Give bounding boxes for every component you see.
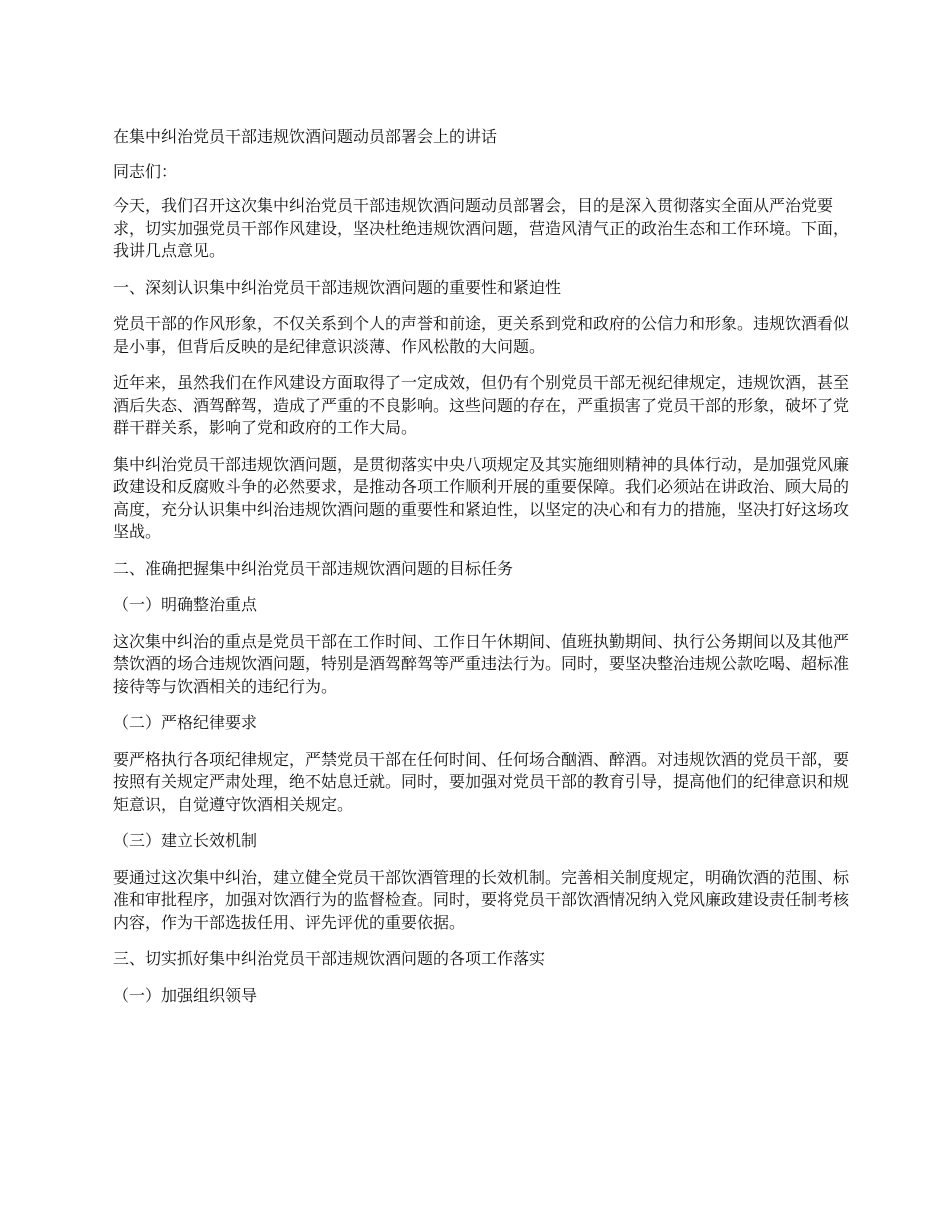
subsection-heading: （三）建立长效机制: [113, 831, 258, 850]
paragraph: 近年来，虽然我们在作风建设方面取得了一定成效，但仍有个别党员干部无视纪律规定，违规饮酒，甚至酒后失态、酒驾醉驾，造成了严重的不良影响。这些问题的存在，严重损害了党员干部的形象，破坏了党群干群关系，影响了党和政府的工作大局。: [113, 373, 850, 437]
paragraph: 要通过这次集中纠治，建立健全党员干部饮酒管理的长效机制。完善相关制度规定，明确饮酒的范围、标准和审批程序，加强对饮酒行为的监督检查。同时，要将党员干部饮酒情况纳入党风廉政建设责任制考核内容，作为干部选拔任用、评先评优的重要依据。: [113, 867, 850, 932]
document-title: 在集中纠治党员干部违规饮酒问题动员部署会上的讲话: [113, 127, 498, 146]
greeting: 同志们：: [113, 161, 178, 181]
section-heading-2: 二、准确把握集中纠治党员干部违规饮酒问题的目标任务: [113, 558, 514, 578]
subsection-heading: （二）严格纪律要求: [113, 713, 258, 732]
subsection-heading: （一）加强组织领导: [113, 985, 258, 1005]
document-body: [113, 126, 858, 1021]
section-heading-3: 三、切实抓好集中纠治党员干部违规饮酒问题的各项工作落实: [113, 949, 546, 968]
paragraph-intro: 今天，我们召开这次集中纠治党员干部违规饮酒问题动员部署会，目的是深入贯彻落实全面从严治党要求，切实加强党员干部作风建设，坚决杜绝违规饮酒问题，营造风清气正的政治生态和工作环境。下面，我讲几点意见。: [113, 196, 850, 260]
subsection-heading: （一）明确整治重点: [113, 595, 258, 614]
paragraph: 要严格执行各项纪律规定，严禁党员干部在任何时间、任何场合酗酒、醉酒。对违规饮酒的党员干部，要按照有关规定严肃处理，绝不姑息迁就。同时，要加强对党员干部的教育引导，提高他们的纪律意识和规矩意识，自觉遵守饮酒相关规定。: [113, 749, 850, 814]
paragraph: 集中纠治党员干部违规饮酒问题，是贯彻落实中央八项规定及其实施细则精神的具体行动，是加强党风廉政建设和反腐败斗争的必然要求，是推动各项工作顺利开展的重要保障。我们必须站在讲政治、顾大局的高度，充分认识集中纠治违规饮酒问题的重要性和紧迫性，以坚定的决心和有力的措施，坚决打好这场攻坚战。: [113, 454, 850, 541]
paragraph: 这次集中纠治的重点是党员干部在工作时间、工作日午休期间、值班执勤期间、执行公务期间以及其他严禁饮酒的场合违规饮酒问题，特别是酒驾醉驾等严重违法行为。同时，要坚决整治违规公款吃喝、超标准接待等与饮酒相关的违纪行为。: [113, 631, 850, 696]
section-heading-1: 一、深刻认识集中纠治党员干部违规饮酒问题的重要性和紧迫性: [113, 277, 562, 297]
paragraph: 党员干部的作风形象，不仅关系到个人的声誉和前途，更关系到党和政府的公信力和形象。违规饮酒看似是小事，但背后反映的是纪律意识淡薄、作风松散的大问题。: [113, 314, 850, 356]
